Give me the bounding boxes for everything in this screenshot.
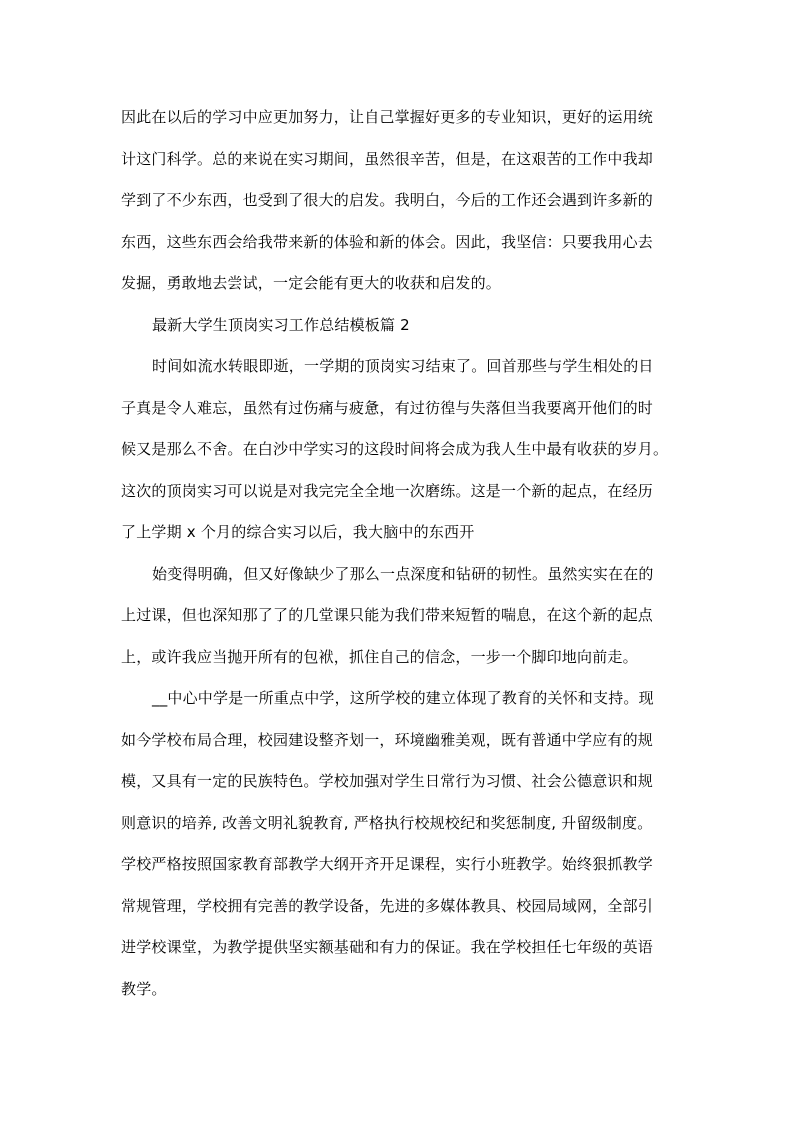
text-line: 则意识的培养, 改善文明礼貌教育, 严格执行校规校纪和奖惩制度, 升留级制度。 [121,814,653,832]
text-line: 因此在以后的学习中应更加努力，让自己掌握好更多的专业知识，更好的运用统 [121,108,654,126]
text-line: 子真是令人难忘，虽然有过伤痛与疲惫，有过彷徨与失落但当我要离开他们的时 [121,399,654,417]
paragraph-first-line: 时间如流水转眼即逝，一学期的顶岗实习结束了。回首那些与学生相处的日 [152,357,654,375]
text-line: 教学。 [121,980,167,998]
text-line: 上过课，但也深知那了了的几堂课只能为我们带来短暂的喘息，在这个新的起点 [121,606,654,624]
text-line: 发掘，勇敢地去尝试，一定会能有更大的收获和启发的。 [121,274,502,292]
text-line: 这次的顶岗实习可以说是对我完完全全地一次磨练。这是一个新的起点，在经历 [121,482,654,500]
text-line: 了上学期 x 个月的综合实习以后，我大脑中的东西开 [121,523,475,541]
text-line: 计这门科学。总的来说在实习期间，虽然很辛苦，但是，在这艰苦的工作中我却 [121,150,654,168]
text-line: 模，又具有一定的民族特色。学校加强对学生日常行为习惯、社会公德意识和规 [121,772,654,790]
paragraph-first-line: __中心中学是一所重点中学，这所学校的建立体现了教育的关怀和支持。现 [152,689,654,707]
text-line: 上，或许我应当抛开所有的包袱，抓住自己的信念，一步一个脚印地向前走。 [121,648,638,666]
text-line: 候又是那么不舍。在白沙中学实习的这段时间将会成为我人生中最有收获的岁月。 [121,440,669,458]
text-line: 进学校课堂，为教学提供坚实额基础和有力的保证。我在学校担任七年级的英语 [121,938,654,956]
text-line: 学到了不少东西，也受到了很大的启发。我明白，今后的工作还会遇到许多新的 [121,191,654,209]
text-line: 如今学校布局合理，校园建设整齐划一，环境幽雅美观，既有普通中学应有的规 [121,731,654,749]
text-line: 常规管理，学校拥有完善的教学设备，先进的多媒体教具、校园局域网，全部引 [121,897,654,915]
paragraph-first-line: 始变得明确，但又好像缺少了那么一点深度和钻研的韧性。虽然实实在在的 [152,565,654,583]
text-line: 东西，这些东西会给我带来新的体验和新的体会。因此，我坚信：只要我用心去 [121,233,654,251]
section-heading: 最新大学生顶岗实习工作总结模板篇 2 [152,316,410,334]
text-line: 学校严格按照国家教育部教学大纲开齐开足课程，实行小班教学。始终狠抓教学 [121,855,654,873]
